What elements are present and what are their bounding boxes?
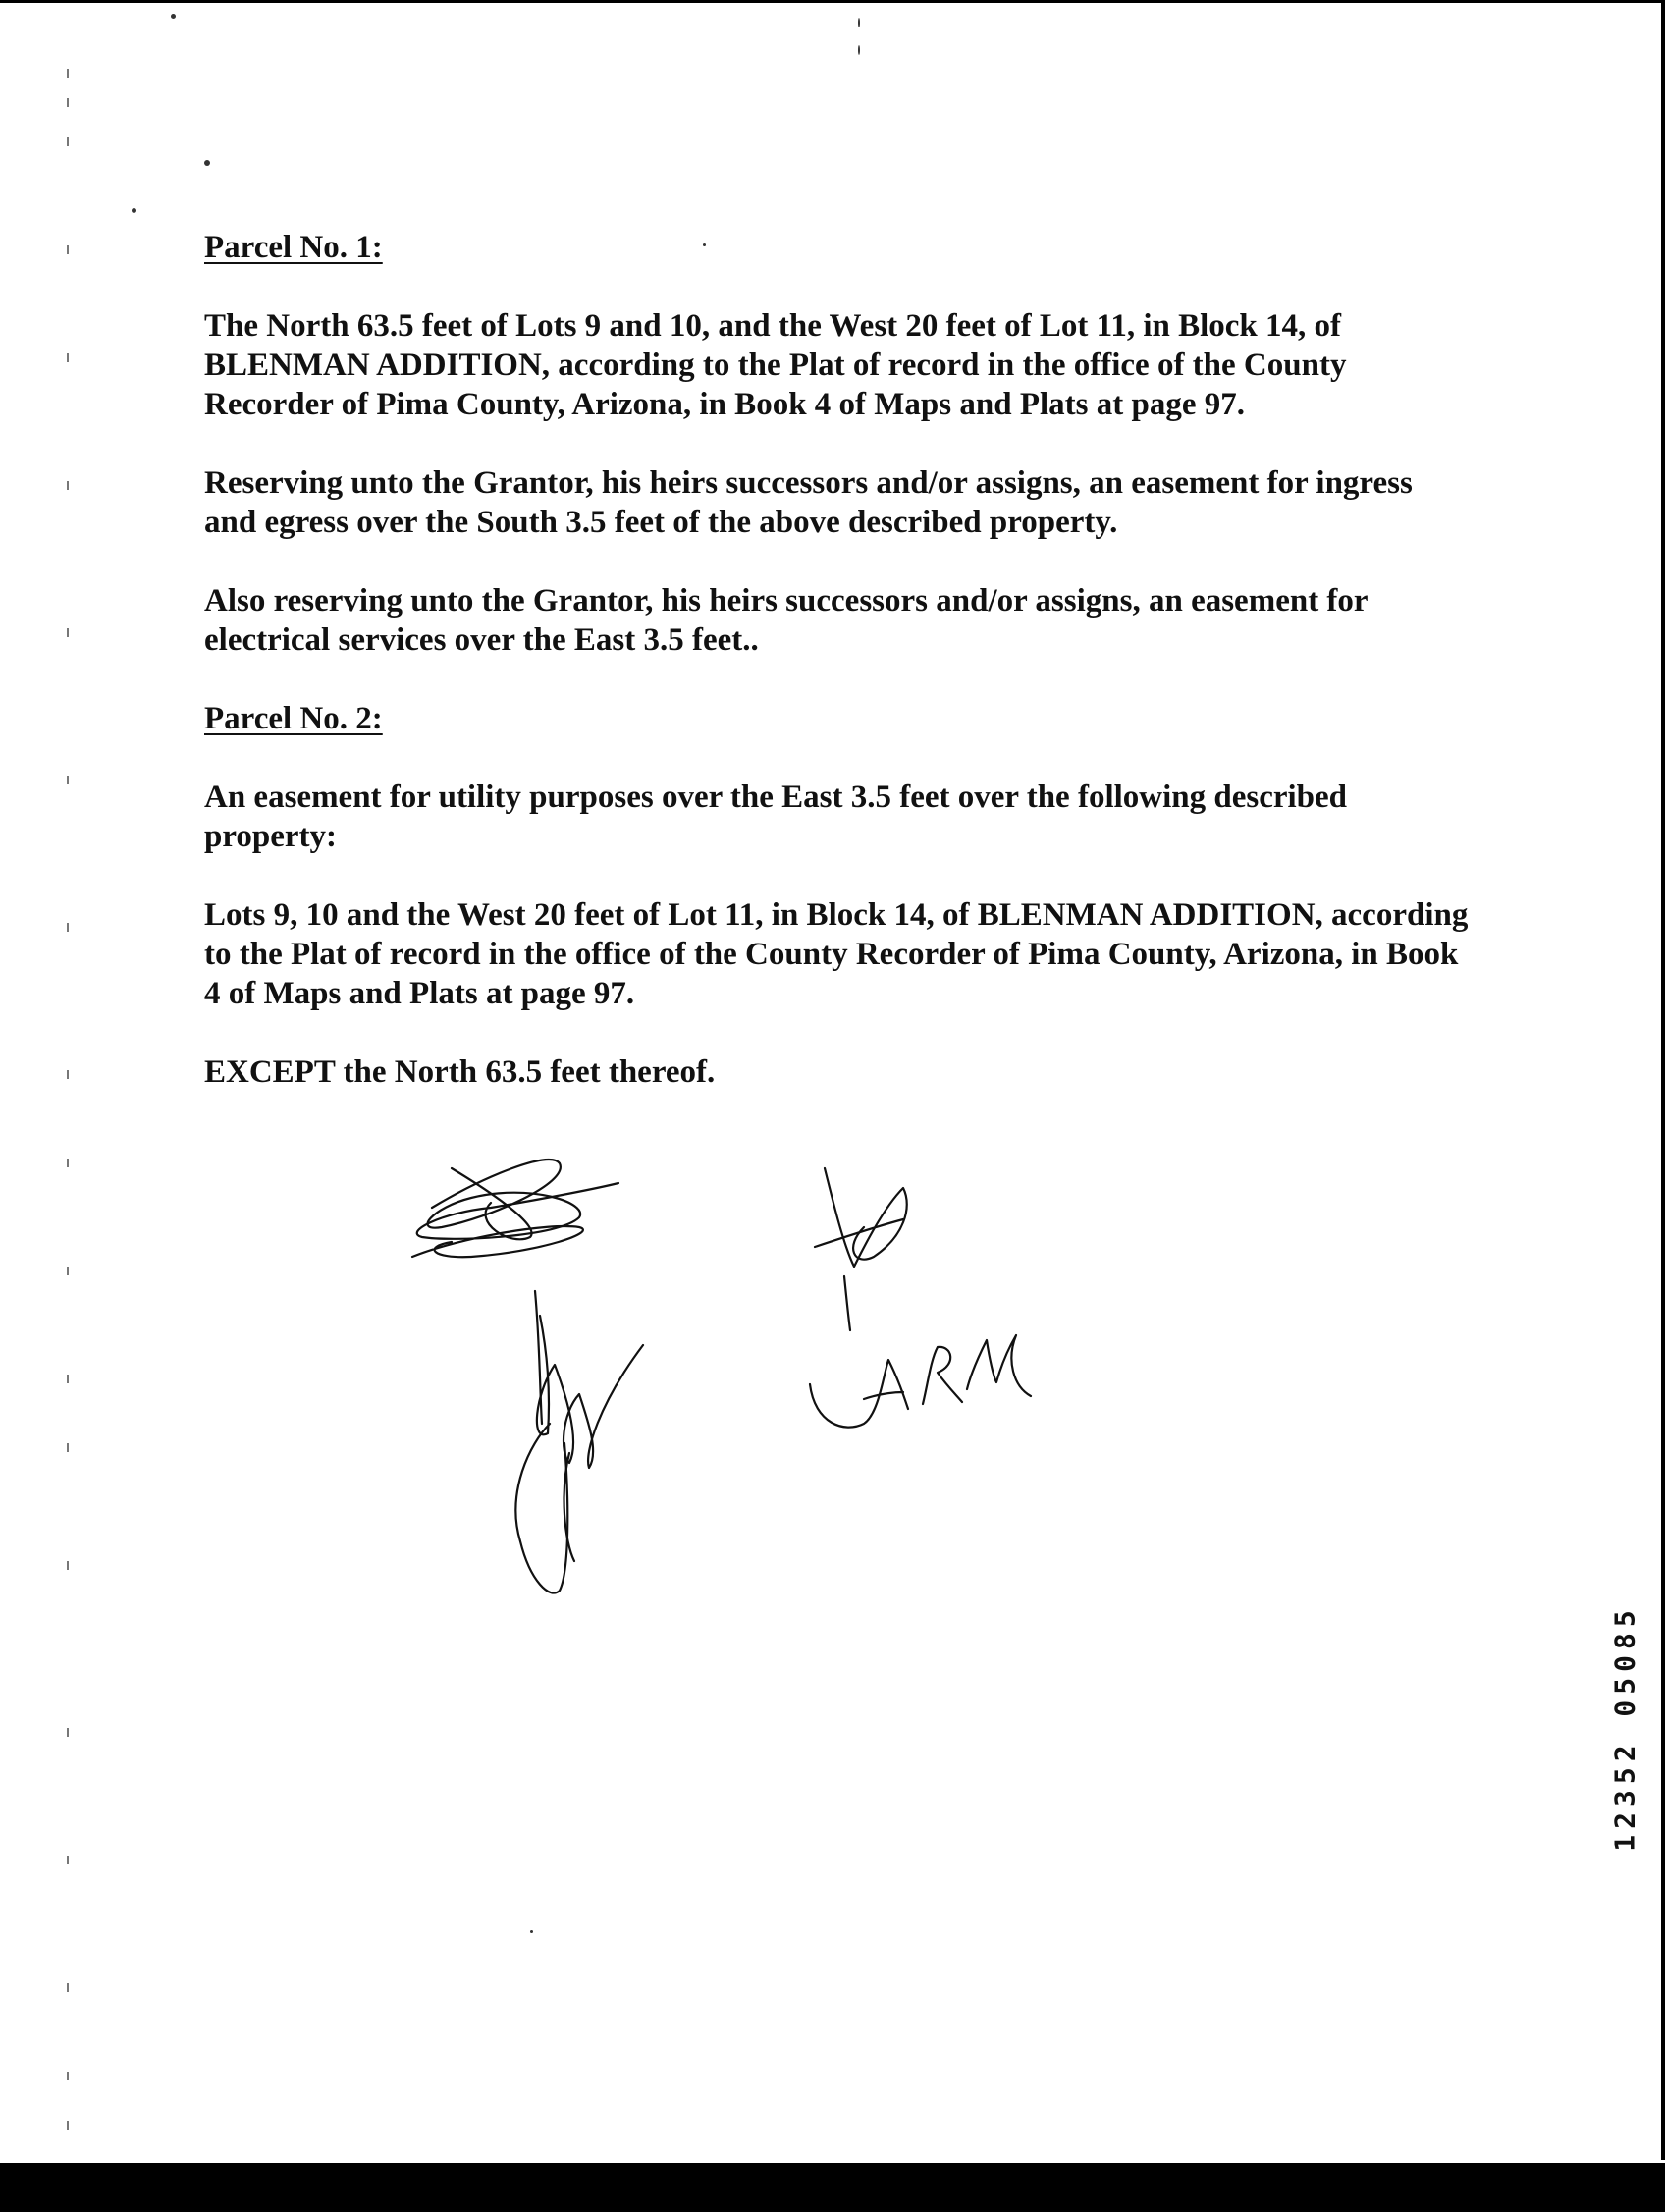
signatures <box>393 1129 1080 1620</box>
parcel-2-heading: Parcel No. 2: <box>204 701 383 736</box>
edge-mark <box>67 1070 69 1079</box>
recording-number: 12352 05085 <box>1608 1604 1641 1852</box>
edge-mark <box>67 69 69 78</box>
edge-mark <box>67 353 69 362</box>
edge-mark <box>67 1856 69 1864</box>
edge-mark <box>67 1983 69 1992</box>
parcel-2-exception: EXCEPT the North 63.5 feet thereof. <box>204 1054 716 1090</box>
edge-mark <box>67 245 69 254</box>
recording-number-stamp <box>1610 1556 1639 1900</box>
parcel-1-heading: Parcel No. 1: <box>204 230 383 265</box>
edge-mark <box>67 1443 69 1452</box>
edge-mark <box>67 2121 69 2130</box>
edge-mark <box>67 137 69 146</box>
scan-speck <box>171 14 176 19</box>
scan-speck <box>530 1930 533 1933</box>
signature-right <box>810 1168 1031 1428</box>
edge-mark <box>67 923 69 932</box>
parcel-1-description: The North 63.5 feet of Lots 9 and 10, and the West 20 feet of Lot 11, in Block 14, of BLENMAN ADDITION, according to the Plat of record in the office of the County Recorder of Pima County, Arizona, in Book 4 of Maps and Plats at page 97. <box>204 308 1347 422</box>
edge-mark <box>67 98 69 107</box>
signature-left <box>412 1160 643 1593</box>
edge-mark <box>67 1728 69 1737</box>
parcel-1-ingress-easement: Reserving unto the Grantor, his heirs successors and/or assigns, an easement for ingress and egress over the South 3.5 feet of the above described property. <box>204 465 1413 540</box>
parcel-2-section <box>204 699 1471 1092</box>
scan-speck <box>858 18 860 27</box>
edge-mark <box>67 481 69 490</box>
scan-speck <box>132 208 136 213</box>
edge-mark <box>67 1159 69 1167</box>
edge-mark <box>67 1561 69 1570</box>
parcel-1-section <box>204 228 1471 660</box>
scan-right-border <box>1661 0 1665 2160</box>
edge-mark <box>67 1267 69 1275</box>
scan-top-border <box>0 0 1665 3</box>
edge-mark <box>67 2072 69 2080</box>
legal-description <box>204 228 1471 1131</box>
edge-mark <box>67 776 69 784</box>
parcel-1-electrical-easement: Also reserving unto the Grantor, his heirs successors and/or assigns, an easement for electrical services over the East 3.5 feet.. <box>204 583 1368 658</box>
parcel-2-utility-easement: An easement for utility purposes over the East 3.5 feet over the following described property: <box>204 780 1348 854</box>
scan-bottom-border <box>0 2163 1665 2212</box>
scan-speck <box>204 160 210 166</box>
edge-mark <box>67 1375 69 1383</box>
parcel-2-description: Lots 9, 10 and the West 20 feet of Lot 11, in Block 14, of BLENMAN ADDITION, according to the Plat of record in the office of the County Recorder of Pima County, Arizona, in Book 4 of Maps and Plats at page 97. <box>204 897 1469 1011</box>
edge-mark <box>67 628 69 637</box>
scan-speck <box>858 45 860 55</box>
